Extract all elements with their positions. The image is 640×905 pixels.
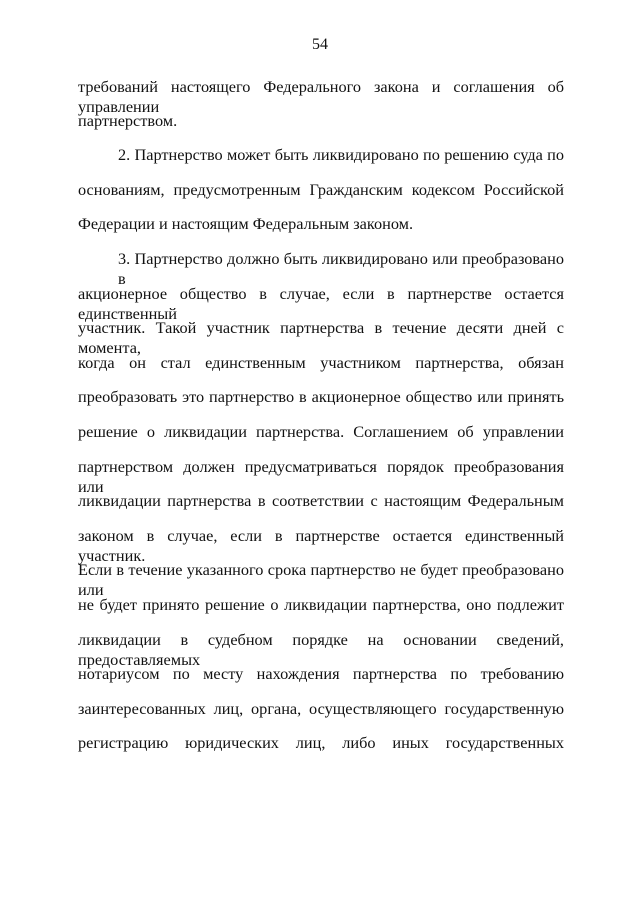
text-line: Если в течение указанного срока партнерство не будет преобразовано или (78, 560, 564, 599)
text-line: преобразовать это партнерство в акционерное общество или принять (78, 387, 564, 406)
text-line: акционерное общество в случае, если в партнерстве остается единственный (78, 284, 564, 323)
text-line: требований настоящего Федерального закона и соглашения об управлении (78, 77, 564, 116)
text-line: участник. Такой участник партнерства в течение десяти дней с момента, (78, 318, 564, 357)
page-number: 54 (312, 36, 328, 53)
text-line: заинтересованных лиц, органа, осуществляющего государственную (78, 699, 564, 718)
text-line: когда он стал единственным участником партнерства, обязан (78, 353, 564, 372)
text-line: партнерством должен предусматриваться порядок преобразования или (78, 457, 564, 496)
text-line: основаниям, предусмотренным Гражданским кодексом Российской (78, 180, 564, 199)
text-line: Федерации и настоящим Федеральным законом. (78, 214, 414, 233)
text-line: партнерством. (78, 111, 178, 130)
text-line: не будет принято решение о ликвидации партнерства, оно подлежит (78, 595, 564, 614)
text-line: нотариусом по месту нахождения партнерства по требованию (78, 664, 564, 683)
text-line: ликвидации партнерства в соответствии с настоящим Федеральным (78, 491, 564, 510)
paragraph-3-start: 3. Партнерство должно быть ликвидировано или преобразовано в (118, 249, 564, 288)
text-line: ликвидации в судебном порядке на основании сведений, предоставляемых (78, 630, 564, 669)
text-line: законом в случае, если в партнерстве остается единственный участник. (78, 526, 564, 565)
paragraph-2-start: 2. Партнерство может быть ликвидировано по решению суда по (118, 145, 564, 164)
text-line: решение о ликвидации партнерства. Соглашением об управлении (78, 422, 564, 441)
text-line: регистрацию юридических лиц, либо иных государственных (78, 733, 564, 752)
